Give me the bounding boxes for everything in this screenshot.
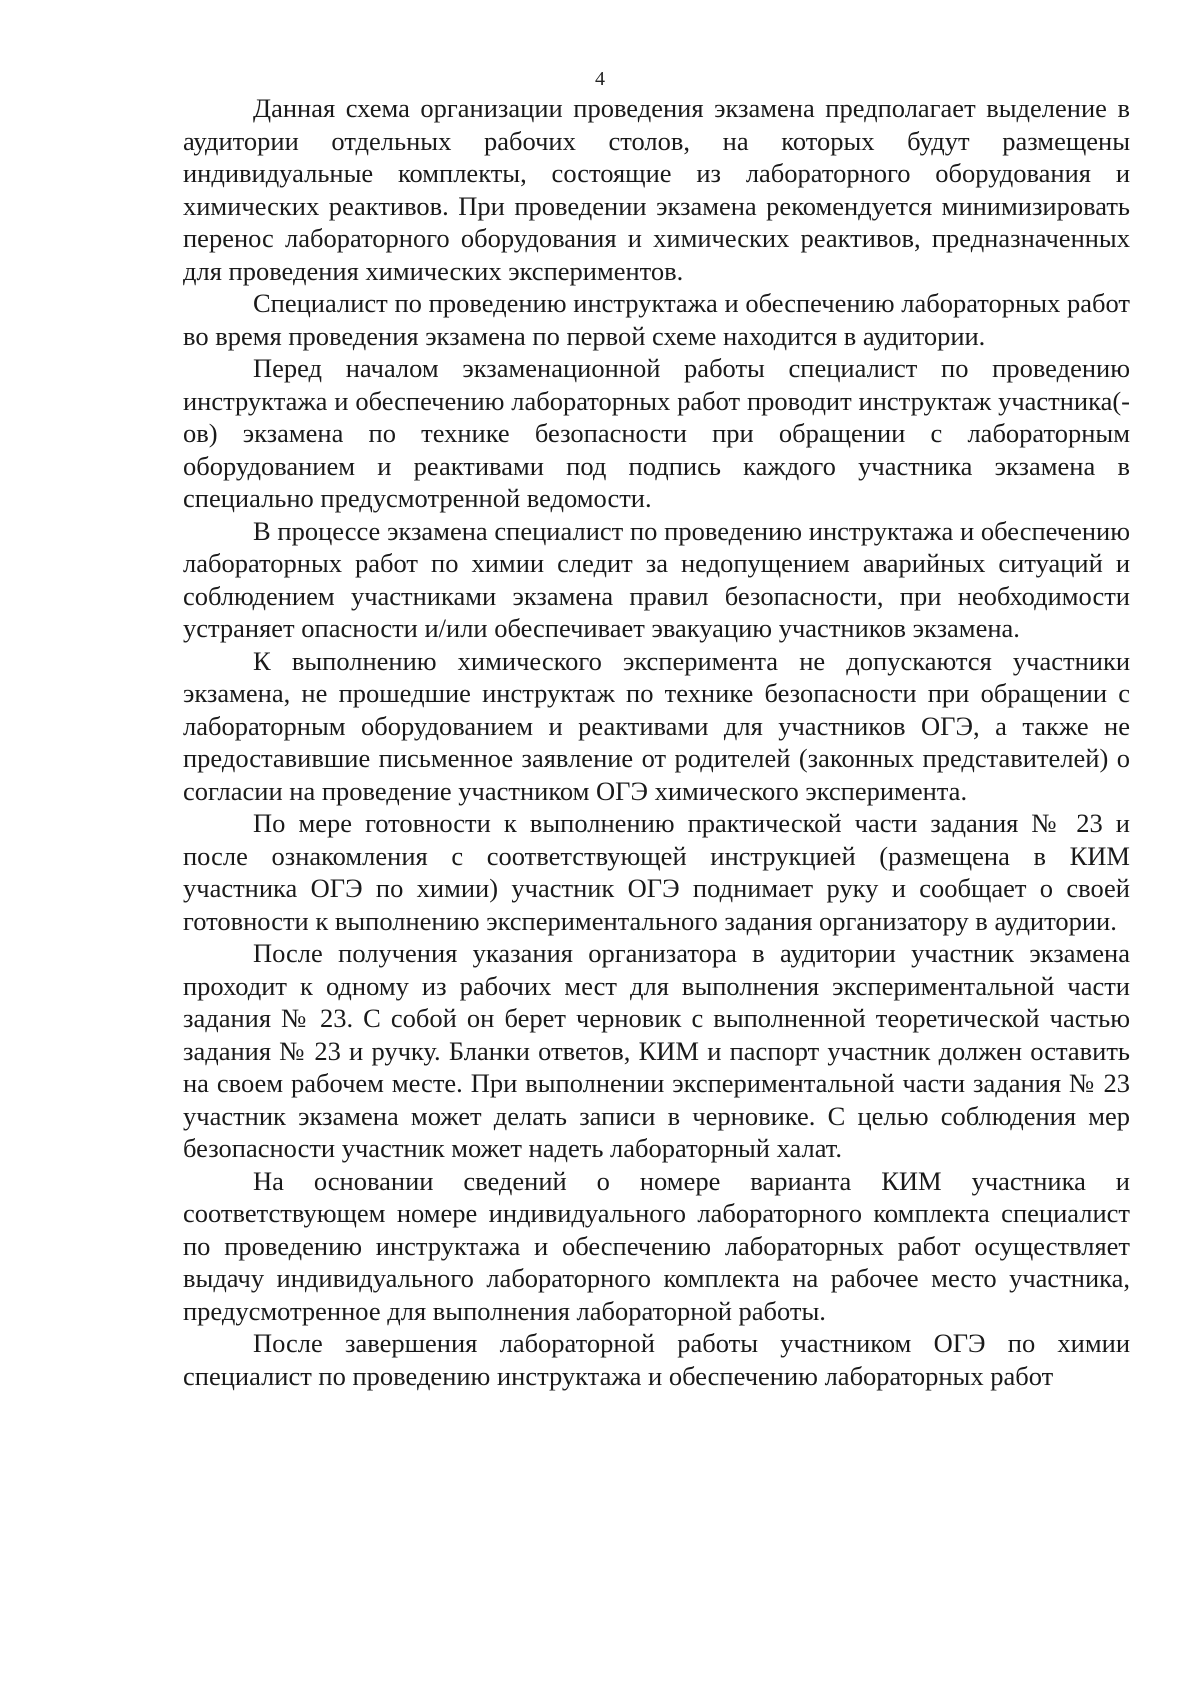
paragraph: После получения указания организатора в аудитории участник экзамена проходит к одному из рабочих мест для выполнения экспериментальной части задания № 23. С собой он берет черновик с выполненной теоретической частью задания № 23 и ручку. Бланки ответов, КИМ и паспорт участник должен оставить на своем рабочем месте. При выполнении экспериментальной части задания № 23 участник экзамена может делать записи в черновике. С целью соблюдения мер безопасности участник может надеть лабораторный халат. bbox=[183, 938, 1130, 1163]
paragraph: К выполнению химического эксперимента не допускаются участники экзамена, не прошедшие инструктаж по технике безопасности при обращении с лабораторным оборудованием и реактивами для участников ОГЭ, а также не предоставившие письменное заявление от родителей (законных представителей) о согласии на проведение участником ОГЭ химического эксперимента. bbox=[183, 645, 1130, 806]
page-number: 4 bbox=[595, 68, 605, 90]
paragraph: В процессе экзамена специалист по проведению инструктажа и обеспечению лабораторных работ по химии следит за недопущением аварийных ситуаций и соблюдением участниками экзамена правил безопасности, при необходимости устраняет опасности и/или обеспечивает эвакуацию участников экзамена. bbox=[183, 515, 1130, 643]
paragraph: Перед началом экзаменационной работы специалист по проведению инструктажа и обеспечению лабораторных работ проводит инструктаж участника(-ов) экзамена по технике безопасности при обращении с лабораторным оборудованием и реактивами под подпись каждого участника экзамена в специально предусмотренной ведомости. bbox=[183, 353, 1130, 513]
paragraph: По мере готовности к выполнению практической части задания № 23 и после ознакомления с соответствующей инструкцией (размещена в КИМ участника ОГЭ по химии) участник ОГЭ поднимает руку и сообщает о своей готовности к выполнению экспериментального задания организатору в аудитории. bbox=[183, 808, 1130, 936]
paragraph: На основании сведений о номере варианта КИМ участника и соответствующем номере индивидуального лабораторного комплекта специалист по проведению инструктажа и обеспечению лабораторных работ осуществляет выдачу индивидуального лабораторного комплекта на рабочее место участника, предусмотренное для выполнения лабораторной работы. bbox=[183, 1165, 1130, 1326]
body-text bbox=[183, 92, 1130, 1392]
paragraph: Специалист по проведению инструктажа и обеспечению лабораторных работ во время проведения экзамена по первой схеме находится в аудитории. bbox=[183, 288, 1130, 351]
paragraph: После завершения лабораторной работы участником ОГЭ по химии специалист по проведению инструктажа и обеспечению лабораторных работ bbox=[183, 1328, 1130, 1391]
paragraph: Данная схема организации проведения экзамена предполагает выделение в аудитории отдельных рабочих столов, на которых будут размещены индивидуальные комплекты, состоящие из лабораторного оборудования и химических реактивов. При проведении экзамена рекомендуется минимизировать перенос лабораторного оборудования и химических реактивов, предназначенных для проведения химических экспериментов. bbox=[183, 93, 1130, 286]
